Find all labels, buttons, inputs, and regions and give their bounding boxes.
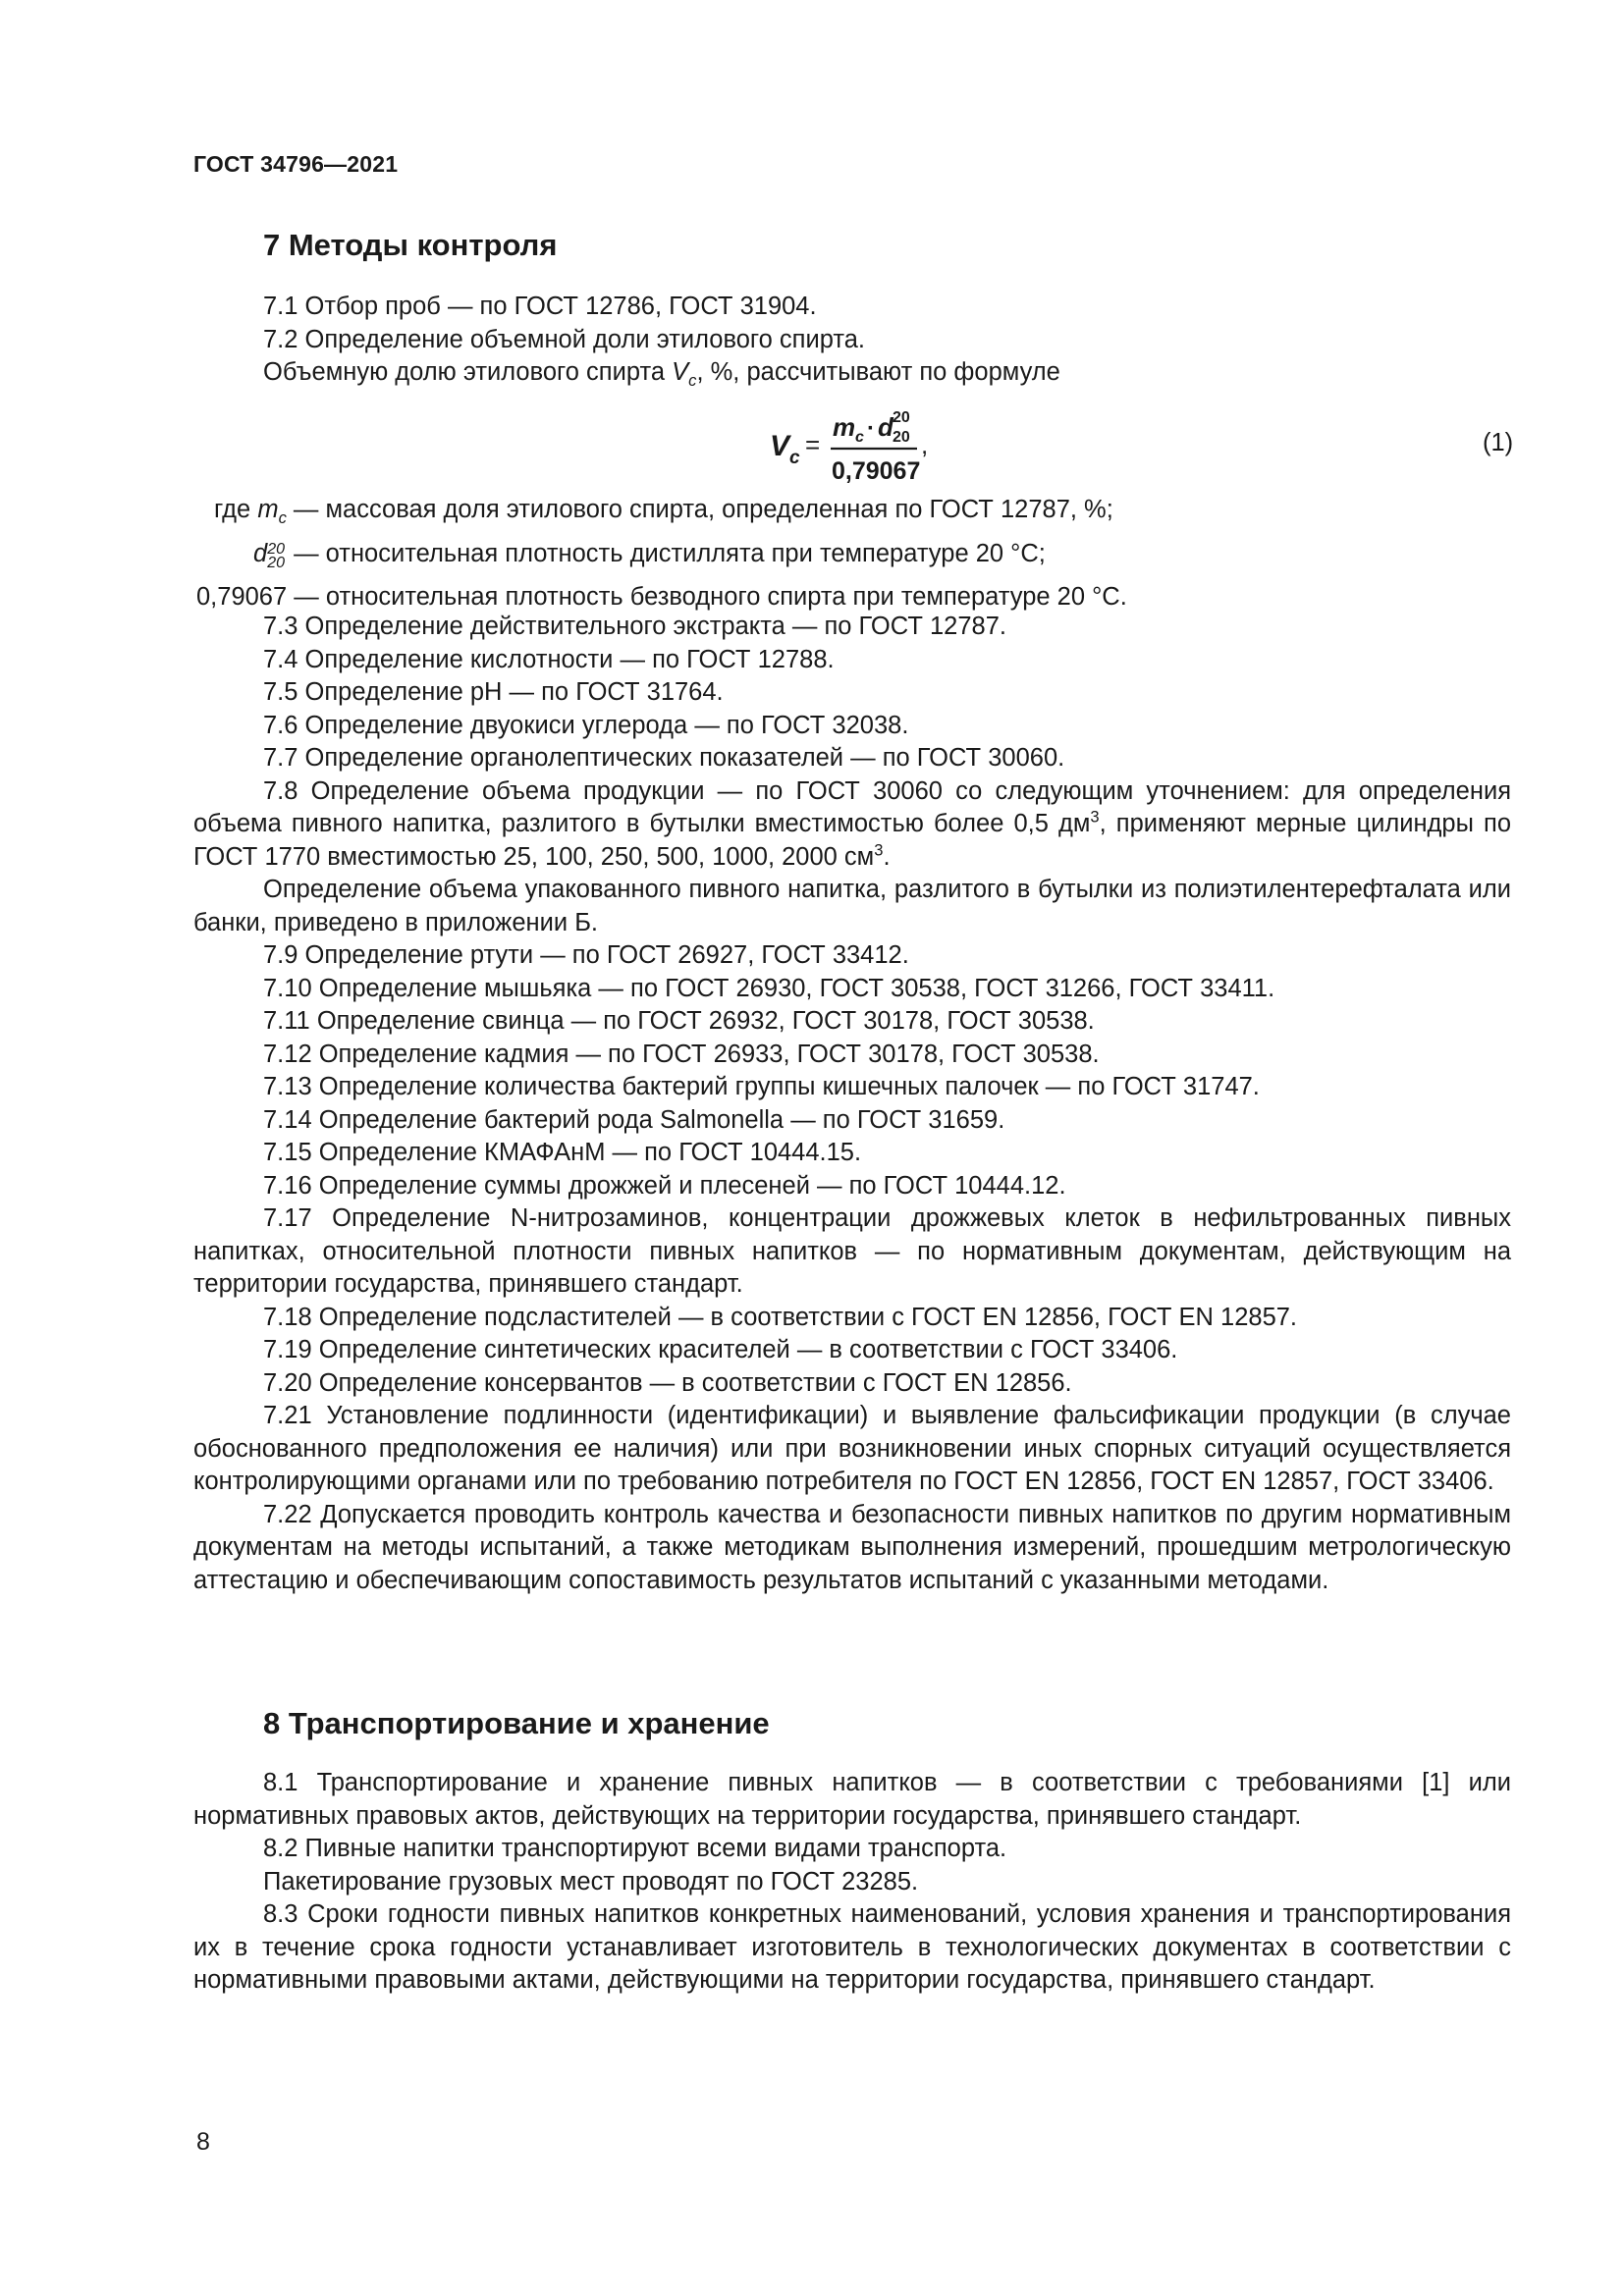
section-7-items bbox=[193, 611, 1511, 1597]
p7-8-part-b: , применяют мерные цилиндры по ГОСТ 1770 вместимостью 25, 100, 250, 500, 1000, 2000 см bbox=[193, 810, 1512, 871]
formula-num-m-sub: c bbox=[855, 429, 864, 446]
formula-lhs-sub: c bbox=[789, 448, 800, 468]
paragraph-7-4: 7.4 Определение кислотности — по ГОСТ 12788. bbox=[263, 645, 835, 673]
ethanol-formula bbox=[766, 404, 952, 485]
paragraph-7-8-continued: Определение объема упакованного пивного напитка, разлитого в бутылки из полиэтилентерефталата или банки, приведено в приложении Б. bbox=[193, 876, 1511, 936]
formula-intro-text: Объемную долю этилового спирта bbox=[263, 358, 673, 386]
paragraph-7-3: 7.3 Определение действительного экстракта — по ГОСТ 12787. bbox=[263, 613, 1006, 640]
formula-trailing-comma: , bbox=[921, 430, 929, 459]
legend-mc-var: m bbox=[257, 496, 279, 523]
legend-d-sub: 20 bbox=[267, 555, 285, 571]
paragraph-7-20: 7.20 Определение консервантов — в соответствии с ГОСТ EN 12856. bbox=[263, 1368, 1072, 1397]
p7-8-part-c: . bbox=[883, 842, 891, 871]
paragraph-8-3: 8.3 Сроки годности пивных напитков конкретных наименований, условия хранения и транспортирования их в течение срока годности устанавливает изготовитель в технологических документах в соответствии с нормативными правовыми актами, действующими на территории государства, принявшего стандарт. bbox=[193, 1900, 1511, 1994]
legend-d-text: — относительная плотность дистиллята при температуре 20 °С; bbox=[286, 540, 1046, 567]
paragraph-7-13: 7.13 Определение количества бактерий группы кишечных палочек — по ГОСТ 31747. bbox=[263, 1073, 1260, 1100]
legend-d bbox=[253, 538, 1046, 571]
p7-8-sup-2: 3 bbox=[874, 840, 884, 859]
formula-num-d-sub: 20 bbox=[893, 429, 910, 446]
formula-denominator: 0,79067 bbox=[832, 457, 921, 485]
paragraph-7-1: 7.1 Отбор проб — по ГОСТ 12786, ГОСТ 31904. bbox=[263, 293, 817, 320]
paragraph-8-1: 8.1 Транспортирование и хранение пивных напитков — в соответствии с требованиями [1] или нормативных правовых актов, действующих на территории государства, принявшего стандарт. bbox=[193, 1769, 1511, 1830]
paragraph-7-17: 7.17 Определение N-нитрозаминов, концентрации дрожжевых клеток в нефильтрованных пивных напитках, относительной плотности пивных напитков — по нормативным документам, действующим на территории государства, принявшего стандарт. bbox=[193, 1204, 1511, 1298]
paragraph-7-18: 7.18 Определение подсластителей — в соответствии с ГОСТ EN 12856, ГОСТ EN 12857. bbox=[263, 1303, 1298, 1331]
formula-num-m: m bbox=[833, 412, 856, 442]
section-8-heading: 8 Транспортирование и хранение bbox=[263, 1706, 770, 1740]
legend-mc-text: — массовая доля этилового спирта, определенная по ГОСТ 12787, %; bbox=[286, 496, 1113, 523]
page-number: 8 bbox=[196, 2128, 210, 2156]
paragraph-7-11: 7.11 Определение свинца — по ГОСТ 26932, ГОСТ 30178, ГОСТ 30538. bbox=[263, 1007, 1095, 1035]
paragraph-7-8 bbox=[193, 775, 1511, 875]
paragraph-7-2: 7.2 Определение объемной доли этилового спирта. bbox=[263, 325, 865, 353]
paragraph-7-15: 7.15 Определение КМАФАнМ — по ГОСТ 10444.15. bbox=[263, 1139, 862, 1166]
legend-mc-sub: c bbox=[278, 508, 287, 528]
section-7-intro bbox=[193, 291, 1511, 390]
legend-density-constant: 0,79067 — относительная плотность безводного спирта при температуре 20 °С. bbox=[196, 583, 1127, 611]
paragraph-8-2-continued: Пакетирование грузовых мест проводят по ГОСТ 23285. bbox=[263, 1867, 919, 1896]
paragraph-7-6: 7.6 Определение двуокиси углерода — по ГОСТ 32038. bbox=[263, 711, 909, 739]
paragraph-7-16: 7.16 Определение суммы дрожжей и плесеней — по ГОСТ 10444.12. bbox=[263, 1171, 1066, 1200]
paragraph-7-12: 7.12 Определение кадмия — по ГОСТ 26933, ГОСТ 30178, ГОСТ 30538. bbox=[263, 1040, 1100, 1068]
paragraph-formula-intro bbox=[193, 356, 1511, 390]
formula-lhs-var: V bbox=[770, 430, 790, 462]
var-v-subscript: c bbox=[688, 371, 697, 391]
paragraph-7-14: 7.14 Определение бактерий рода Salmonella — по ГОСТ 31659. bbox=[263, 1105, 1005, 1134]
formula-num-dot: · bbox=[867, 415, 875, 442]
p7-8-sup-1: 3 bbox=[1090, 807, 1100, 827]
formula-num-d: d bbox=[878, 412, 893, 442]
paragraph-7-21: 7.21 Установление подлинности (идентификации) и выявление фальсификации продукции (в случае обоснованного предположения ее наличия) или при возникновении иных спорных ситуаций осуществляется контролирующими органами или по требованию потребителя по ГОСТ EN 12856, ГОСТ EN 12857, ГОСТ 33406. bbox=[193, 1402, 1511, 1495]
paragraph-7-10: 7.10 Определение мышьяка — по ГОСТ 26930, ГОСТ 30538, ГОСТ 31266, ГОСТ 33411. bbox=[263, 974, 1275, 1002]
paragraph-7-9: 7.9 Определение ртути — по ГОСТ 26927, ГОСТ 33412. bbox=[263, 941, 909, 969]
legend-mc bbox=[214, 494, 1113, 527]
document-code-header: ГОСТ 34796—2021 bbox=[193, 151, 399, 177]
paragraph-7-7: 7.7 Определение органолептических показателей — по ГОСТ 30060. bbox=[263, 744, 1065, 772]
p7-8-part-a: 7.8 Определение объема продукции — по ГОСТ 30060 со следующим уточнением: для определения объема пивного напитка, разлитого в бутылки вместимостью более 0,5 дм bbox=[193, 776, 1511, 837]
paragraph-8-2: 8.2 Пивные напитки транспортируют всеми видами транспорта. bbox=[263, 1835, 1007, 1862]
section-8-body bbox=[193, 1767, 1511, 1998]
legend-d-var: d bbox=[253, 540, 268, 567]
section-7-heading: 7 Методы контроля bbox=[263, 228, 558, 262]
legend-mc-prefix: где bbox=[214, 496, 258, 523]
formula-number: (1) bbox=[1483, 429, 1514, 456]
paragraph-7-5: 7.5 Определение pH — по ГОСТ 31764. bbox=[263, 678, 724, 706]
var-v: V bbox=[672, 358, 689, 386]
formula-equals: = bbox=[805, 430, 821, 459]
paragraph-7-22: 7.22 Допускается проводить контроль качества и безопасности пивных напитков по другим нормативным документам на методы испытаний, а также методикам выполнения измерений, прошедшим метрологическую аттестацию и обеспечивающим сопоставимость результатов испытаний с указанными методами. bbox=[193, 1500, 1511, 1594]
formula-intro-tail: , %, рассчитывают по формуле bbox=[696, 358, 1060, 386]
paragraph-7-19: 7.19 Определение синтетических красителей — в соответствии с ГОСТ 33406. bbox=[263, 1336, 1178, 1363]
formula-num-d-sup: 20 bbox=[893, 409, 910, 426]
legend-d-sup: 20 bbox=[267, 541, 285, 558]
